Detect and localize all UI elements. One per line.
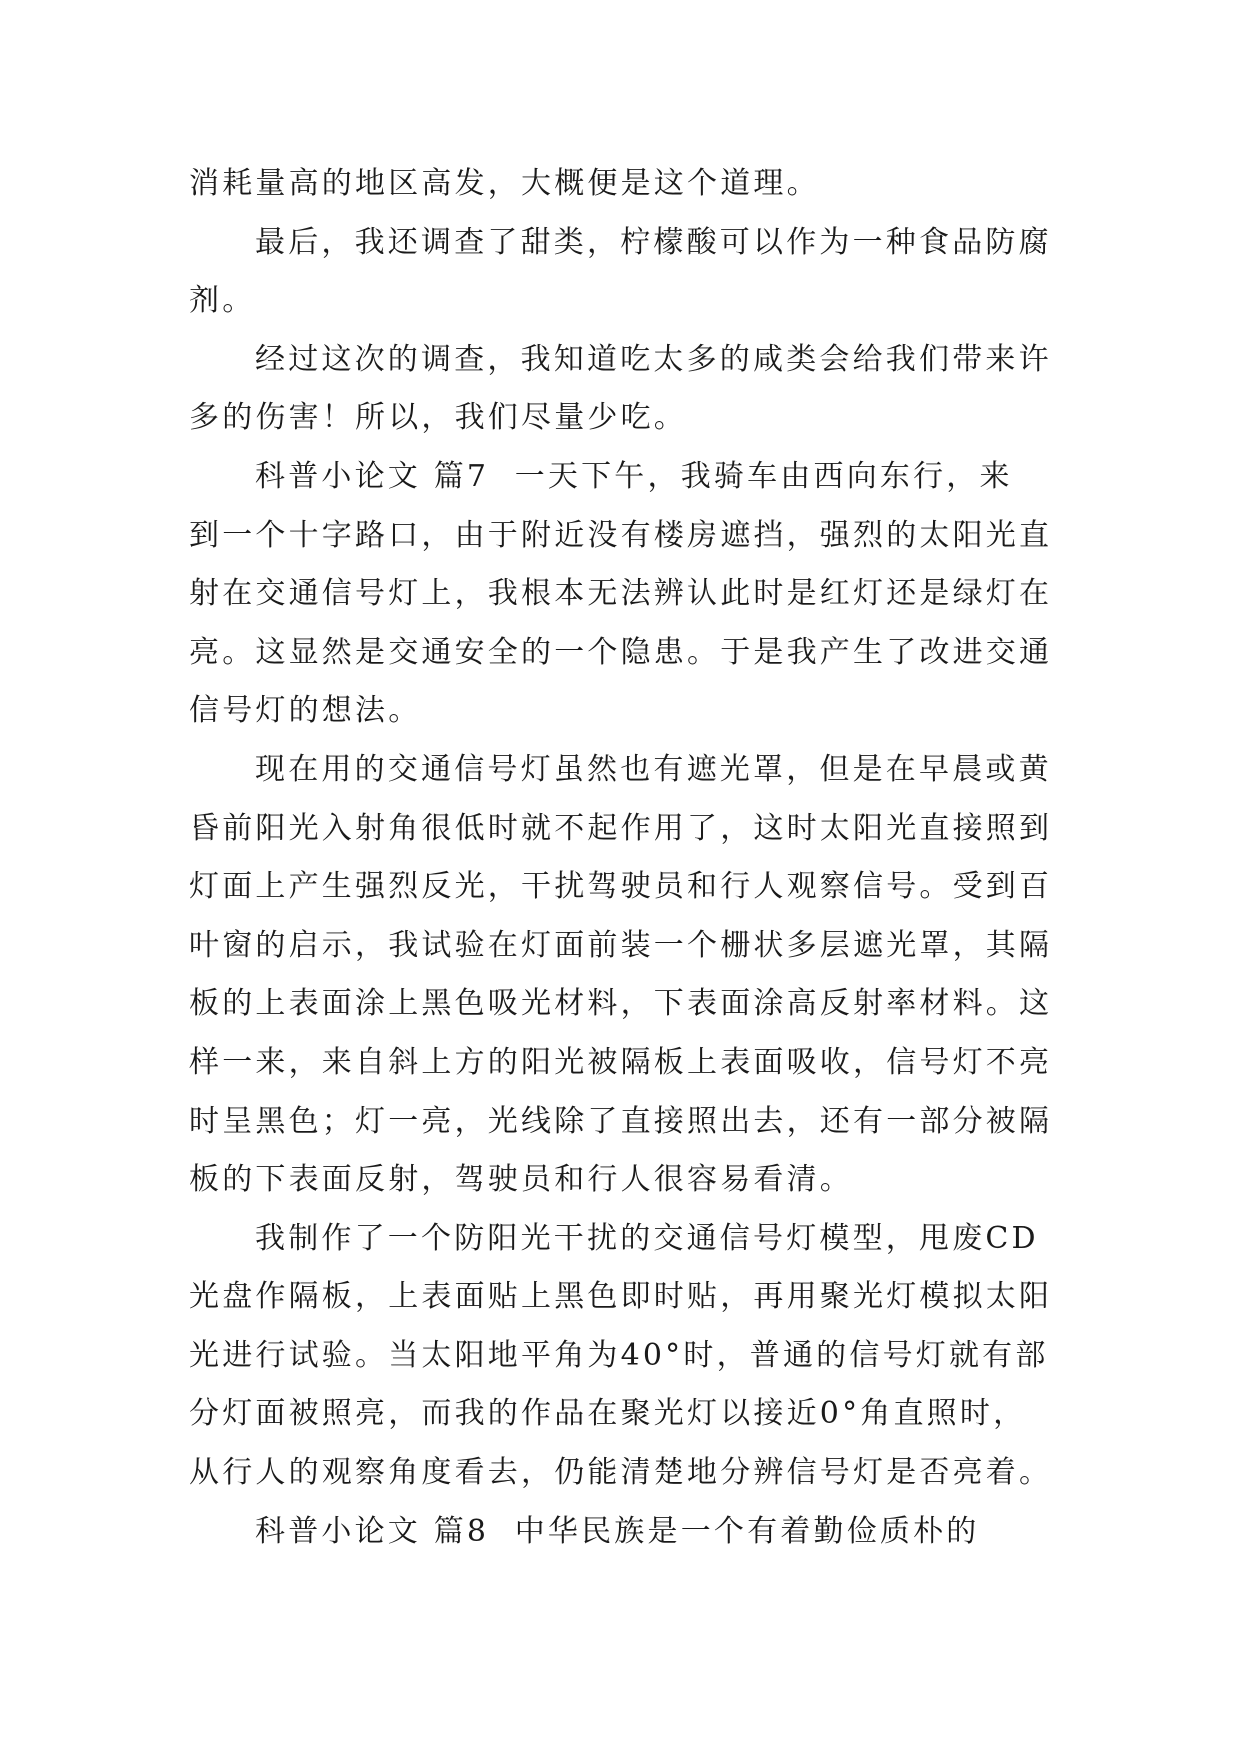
section-heading-line: 科普小论文 篇7 一天下午，我骑车由西向东行，来 [255, 458, 1013, 494]
section-heading-line: 科普小论文 篇8 中华民族是一个有着勤俭质朴的 [255, 1513, 980, 1549]
text-line: 经过这次的调查，我知道吃太多的咸类会给我们带来许 [255, 341, 1052, 377]
text-line: 多的伤害！所以，我们尽量少吃。 [189, 400, 687, 436]
text-line: 光盘作隔板，上表面贴上黑色即时贴，再用聚光灯模拟太阳 [189, 1279, 1053, 1315]
text-line: 到一个十字路口，由于附近没有楼房遮挡，强烈的太阳光直 [189, 517, 1053, 553]
text-line: 时呈黑色；灯一亮，光线除了直接照出去，还有一部分被隔 [189, 1103, 1053, 1139]
text-line: 板的下表面反射，驾驶员和行人很容易看清。 [189, 1162, 853, 1198]
text-line: 灯面上产生强烈反光，干扰驾驶员和行人观察信号。受到百 [189, 869, 1053, 905]
text-line: 我制作了一个防阳光干扰的交通信号灯模型，甩废CD [255, 1220, 1039, 1256]
document-body [189, 155, 1069, 1561]
text-line: 信号灯的想法。 [189, 693, 422, 729]
text-line: 光进行试验。当太阳地平角为40°时，普通的信号灯就有部 [189, 1337, 1049, 1373]
text-line: 剂。 [189, 283, 256, 319]
text-line: 现在用的交通信号灯虽然也有遮光罩，但是在早晨或黄 [255, 751, 1052, 787]
text-line: 从行人的观察角度看去，仍能清楚地分辨信号灯是否亮着。 [189, 1455, 1053, 1491]
text-line: 射在交通信号灯上，我根本无法辨认此时是红灯还是绿灯在 [189, 576, 1053, 612]
text-line: 板的上表面涂上黑色吸光材料，下表面涂高反射率材料。这 [189, 986, 1053, 1022]
text-line: 样一来，来自斜上方的阳光被隔板上表面吸收，信号灯不亮 [189, 1044, 1053, 1080]
text-line: 昏前阳光入射角很低时就不起作用了，这时太阳光直接照到 [189, 810, 1053, 846]
text-line: 消耗量高的地区高发，大概便是这个道理。 [189, 166, 820, 201]
text-line: 亮。这显然是交通安全的一个隐患。于是我产生了改进交通 [189, 634, 1053, 670]
text-line: 分灯面被照亮，而我的作品在聚光灯以接近0°角直照时， [189, 1396, 1027, 1432]
text-line: 叶窗的启示，我试验在灯面前装一个栅状多层遮光罩，其隔 [189, 927, 1053, 963]
text-line: 最后，我还调查了甜类，柠檬酸可以作为一种食品防腐 [255, 224, 1052, 260]
